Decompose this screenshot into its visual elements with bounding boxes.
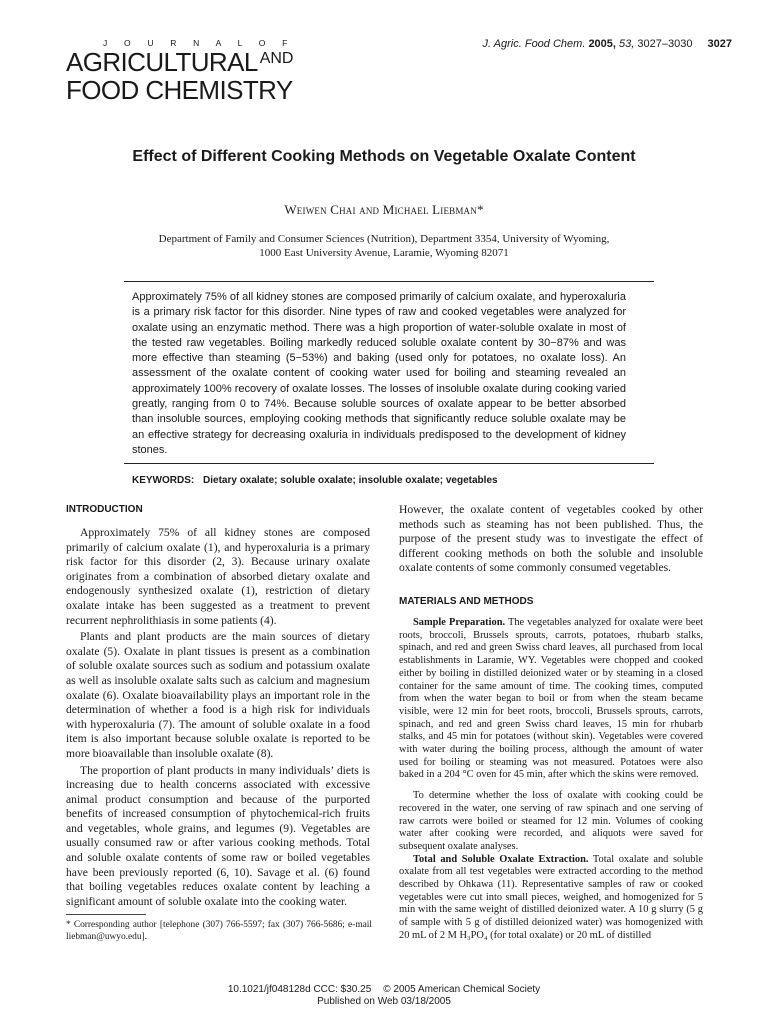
page-footer (0, 984, 768, 1008)
article-authors: Weiwen Chai and Michael Liebman* (284, 202, 484, 217)
doi-line: 10.1021/jf048128d CCC: $30.25 (227, 984, 372, 995)
journal-name-agricultural: AGRICULTURAL (66, 47, 258, 77)
abstract-top-rule (124, 281, 654, 282)
published-date: Published on Web 03/18/2005 (317, 996, 451, 1007)
journal-name-and: AND (259, 50, 294, 67)
introduction-body (66, 526, 370, 909)
abstract: Approximately 75% of all kidney stones are composed primarily of calcium oxalate, and hyperoxaluria is a primary risk factor for this disorder. Nine types of raw and cooked vegetables were analyzed for oxalate using an enzymatic method. There was a high proportion of water-soluble oxalate in most of the tested raw vegetables. Boiling markedly reduced soluble oxalate content by 30−87% and was more effective than steaming (5−53%) and baking (used only for potatoes, no oxalate loss). An assessment of the oxalate content of cooking water used for boiling and steaming revealed an approximately 100% recovery of oxalate losses. The losses of insoluble oxalate during cooking varied greatly, ranging from 0 to 74%. Because soluble sources of oxalate appear to be better absorbed than insoluble sources, employing cooking methods that significantly reduce soluble oxalate may be an effective strategy for decreasing oxaluria in individuals predisposed to the development of kidney stones. (132, 291, 626, 456)
methods-heading: MATERIALS AND METHODS (399, 596, 534, 607)
keywords-label: KEYWORDS: (132, 475, 195, 486)
introduction-heading: INTRODUCTION (66, 504, 143, 515)
corresponding-author-footnote: * Corresponding author [telephone (307) 766-5597; fax (307) 766-5686; e-mail liebman@uwyo.edu]. (66, 920, 372, 942)
copyright: © 2005 American Chemical Society (383, 984, 541, 995)
oxalate-extraction-label: Total and Soluble Oxalate Extraction. (413, 853, 589, 865)
page-number: 3027 (707, 38, 732, 50)
intro-paragraph-2: Plants and plant products are the main sources of dietary oxalate (5). Oxalate in plant tissues is present as a combination of soluble oxalate sources such as sodium and potassium oxalate as well as insoluble oxalate salts such as calcium and magnesium oxalate (6). Oxalate bioavailability plays an important role in the determination of whether a food is a high risk for individuals with hyperoxaluria (7). The amount of soluble oxalate in a food item is also important because soluble oxalate is reported to be more bioavailable than insoluble oxalate (8). (66, 630, 370, 760)
running-head-pages: 3027–3030 (637, 38, 693, 50)
introduction-continued (399, 503, 703, 576)
affiliation-line-1: Department of Family and Consumer Sciences (Nutrition), Department 3354, University of Wyoming, (158, 233, 610, 245)
running-head-year: 2005, (588, 38, 616, 50)
intro-paragraph-1: Approximately 75% of all kidney stones are composed primarily of calcium oxalate (1), and hyperoxaluria is a primary risk factor for this disorder (2, 3). Because urinary oxalate originates from a combination of absorbed dietary oxalate and endogenously synthesized oxalate (1), restriction of dietary oxalate intake has been suggested as a treatment to prevent recurrent nephrolithiasis in some patients (4). (66, 526, 370, 627)
keywords-list: Dietary oxalate; soluble oxalate; insoluble oxalate; vegetables (203, 475, 498, 486)
sample-preparation-text: The vegetables analyzed for oxalate were beet roots, broccoli, Brussels sprouts, carrots, potatoes, rhubarb stalks, spinach, and red and green Swiss chard leaves, all purchased from local establishments in Laramie, WY. Vegetables were chopped and cooked either by boiling in distilled deionized water or by steaming in a closed container for the same amount of time. The cooking times, computed from when the water began to boil or from when the steam became visible, were 12 min for beet roots, broccoli, Brussels sprouts, carrots, spinach, and red and green Swiss chard leaves, 15 min for rhubarb stalks, and 45 min for potatoes (without skin). Vegetables were covered with water during the boiling process, although the amount of water used for boiling or steaming was not measured. Potatoes were also baked in a 204 °C oven for 45 min, after which the skins were removed. (399, 617, 703, 781)
keywords (132, 475, 652, 486)
intro-paragraph-4: However, the oxalate content of vegetables cooked by other methods such as steaming has not been published. Thus, the purpose of the present study was to investigate the effect of different cooking methods on both the soluble and insoluble oxalate contents of some commonly consumed vegetables. (399, 503, 703, 575)
abstract-bottom-rule (124, 463, 654, 464)
oxalate-extraction-paragraph (399, 854, 703, 943)
sample-preparation-paragraph (399, 617, 703, 782)
methods-body (399, 617, 703, 943)
affiliation-line-2: 1000 East University Avenue, Laramie, Wyoming 82071 (259, 247, 509, 259)
cooking-water-paragraph: To determine whether the loss of oxalate with cooking could be recovered in the water, one serving of raw spinach and one serving of raw carrots were boiled or steamed for 12 min. Volumes of cooking water after cooking were recorded, and aliquots were saved for subsequent oxalate analyses. (399, 790, 703, 852)
journal-of-label: J O U R N A L O F (103, 38, 295, 48)
intro-paragraph-3: The proportion of plant products in many individuals’ diets is increasing due to health concerns associated with excessive animal product consumption and because of the purported benefits of increased consumption of phytochemical-rich fruits and vegetables, whole grains, and legumes (9). Vegetables are usually consumed raw or after various cooking methods. Total and soluble oxalate contents of some raw or boiled vegetables have been previously reported (6, 10). Savage et al. (6) found that boiling vegetables reduces oxalate content by leaching a significant amount of soluble oxalate into the cooking water. (66, 763, 370, 908)
running-head-volume: 53, (619, 38, 635, 50)
article-title: Effect of Different Cooking Methods on Vegetable Oxalate Content (132, 148, 636, 165)
footnote-rule (66, 914, 146, 915)
oxalate-extraction-text: Total oxalate and soluble oxalate from all test vegetables were extracted according to the method described by Ohkawa (11). Representative samples of raw or cooked vegetables were cut into small pieces, weighed, and homogenized for 5 min with the same weight of distilled deionized water. A 10 g slurry (5 g of sample with 5 g of distilled deionized water) was homogenized with 20 mL of 2 M H₃PO₄ (for total oxalate) or 20 mL of distilled (399, 853, 704, 941)
author-affiliation (0, 232, 768, 260)
sample-preparation-label: Sample Preparation. (413, 617, 506, 628)
journal-name-food-chemistry: FOOD CHEMISTRY (66, 75, 293, 105)
running-head (482, 38, 732, 50)
running-head-journal: J. Agric. Food Chem. (482, 38, 586, 50)
